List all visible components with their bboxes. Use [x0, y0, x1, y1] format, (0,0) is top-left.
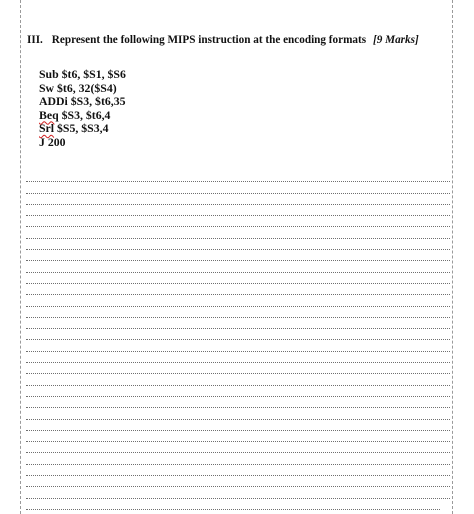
instruction-line	[39, 109, 126, 123]
spellcheck-flagged-word[interactable]: Beq	[39, 107, 59, 122]
answer-line	[26, 307, 450, 318]
answer-line	[26, 340, 450, 351]
answer-line	[26, 352, 450, 363]
instruction-text: Sw $t6, 32($S4)	[39, 80, 117, 95]
question-number: III.	[27, 34, 43, 46]
instruction-text: $S3, $t6,4	[58, 107, 111, 122]
answer-line	[26, 205, 450, 216]
instruction-line	[39, 122, 126, 136]
answer-line	[26, 465, 450, 476]
instruction-line	[39, 68, 126, 82]
answer-line	[26, 499, 440, 510]
instruction-text: $S5, $S3,4	[54, 121, 109, 135]
answer-line	[26, 476, 450, 487]
answer-line	[26, 250, 450, 261]
answer-line	[26, 318, 450, 329]
answer-line	[26, 386, 450, 397]
answer-line	[26, 453, 450, 464]
answer-line	[26, 431, 450, 442]
answer-line	[26, 261, 450, 272]
answer-line	[26, 216, 450, 227]
spellcheck-flagged-word[interactable]: Srl	[39, 121, 55, 135]
instruction-text: ADDi $S3, $t6,35	[39, 94, 126, 108]
answer-line	[26, 487, 450, 498]
instruction-line	[39, 95, 126, 109]
answer-area[interactable]	[26, 171, 450, 510]
answer-line	[26, 239, 450, 250]
instruction-line	[39, 136, 126, 150]
answer-line	[26, 374, 450, 385]
answer-line	[26, 284, 450, 295]
answer-line	[26, 227, 450, 238]
answer-line	[26, 397, 450, 408]
page-border-right	[452, 0, 453, 514]
page-border-left	[20, 0, 21, 514]
answer-line	[26, 408, 450, 419]
question-title: Represent the following MIPS instruction at the encoding formats	[51, 34, 367, 46]
answer-line	[26, 363, 450, 374]
answer-line	[26, 295, 450, 306]
answer-line	[26, 273, 450, 284]
answer-line	[26, 329, 450, 340]
question-header	[27, 34, 427, 46]
instruction-list	[39, 68, 126, 149]
answer-line	[26, 182, 450, 193]
answer-line	[26, 194, 450, 205]
instruction-text: Sub $t6, $S1, $S6	[39, 67, 126, 81]
answer-line	[26, 442, 450, 453]
instruction-text: J 200	[39, 134, 66, 149]
answer-line	[26, 171, 450, 182]
answer-line	[26, 420, 450, 431]
instruction-line	[39, 82, 126, 96]
question-marks: [9 Marks]	[373, 34, 419, 46]
